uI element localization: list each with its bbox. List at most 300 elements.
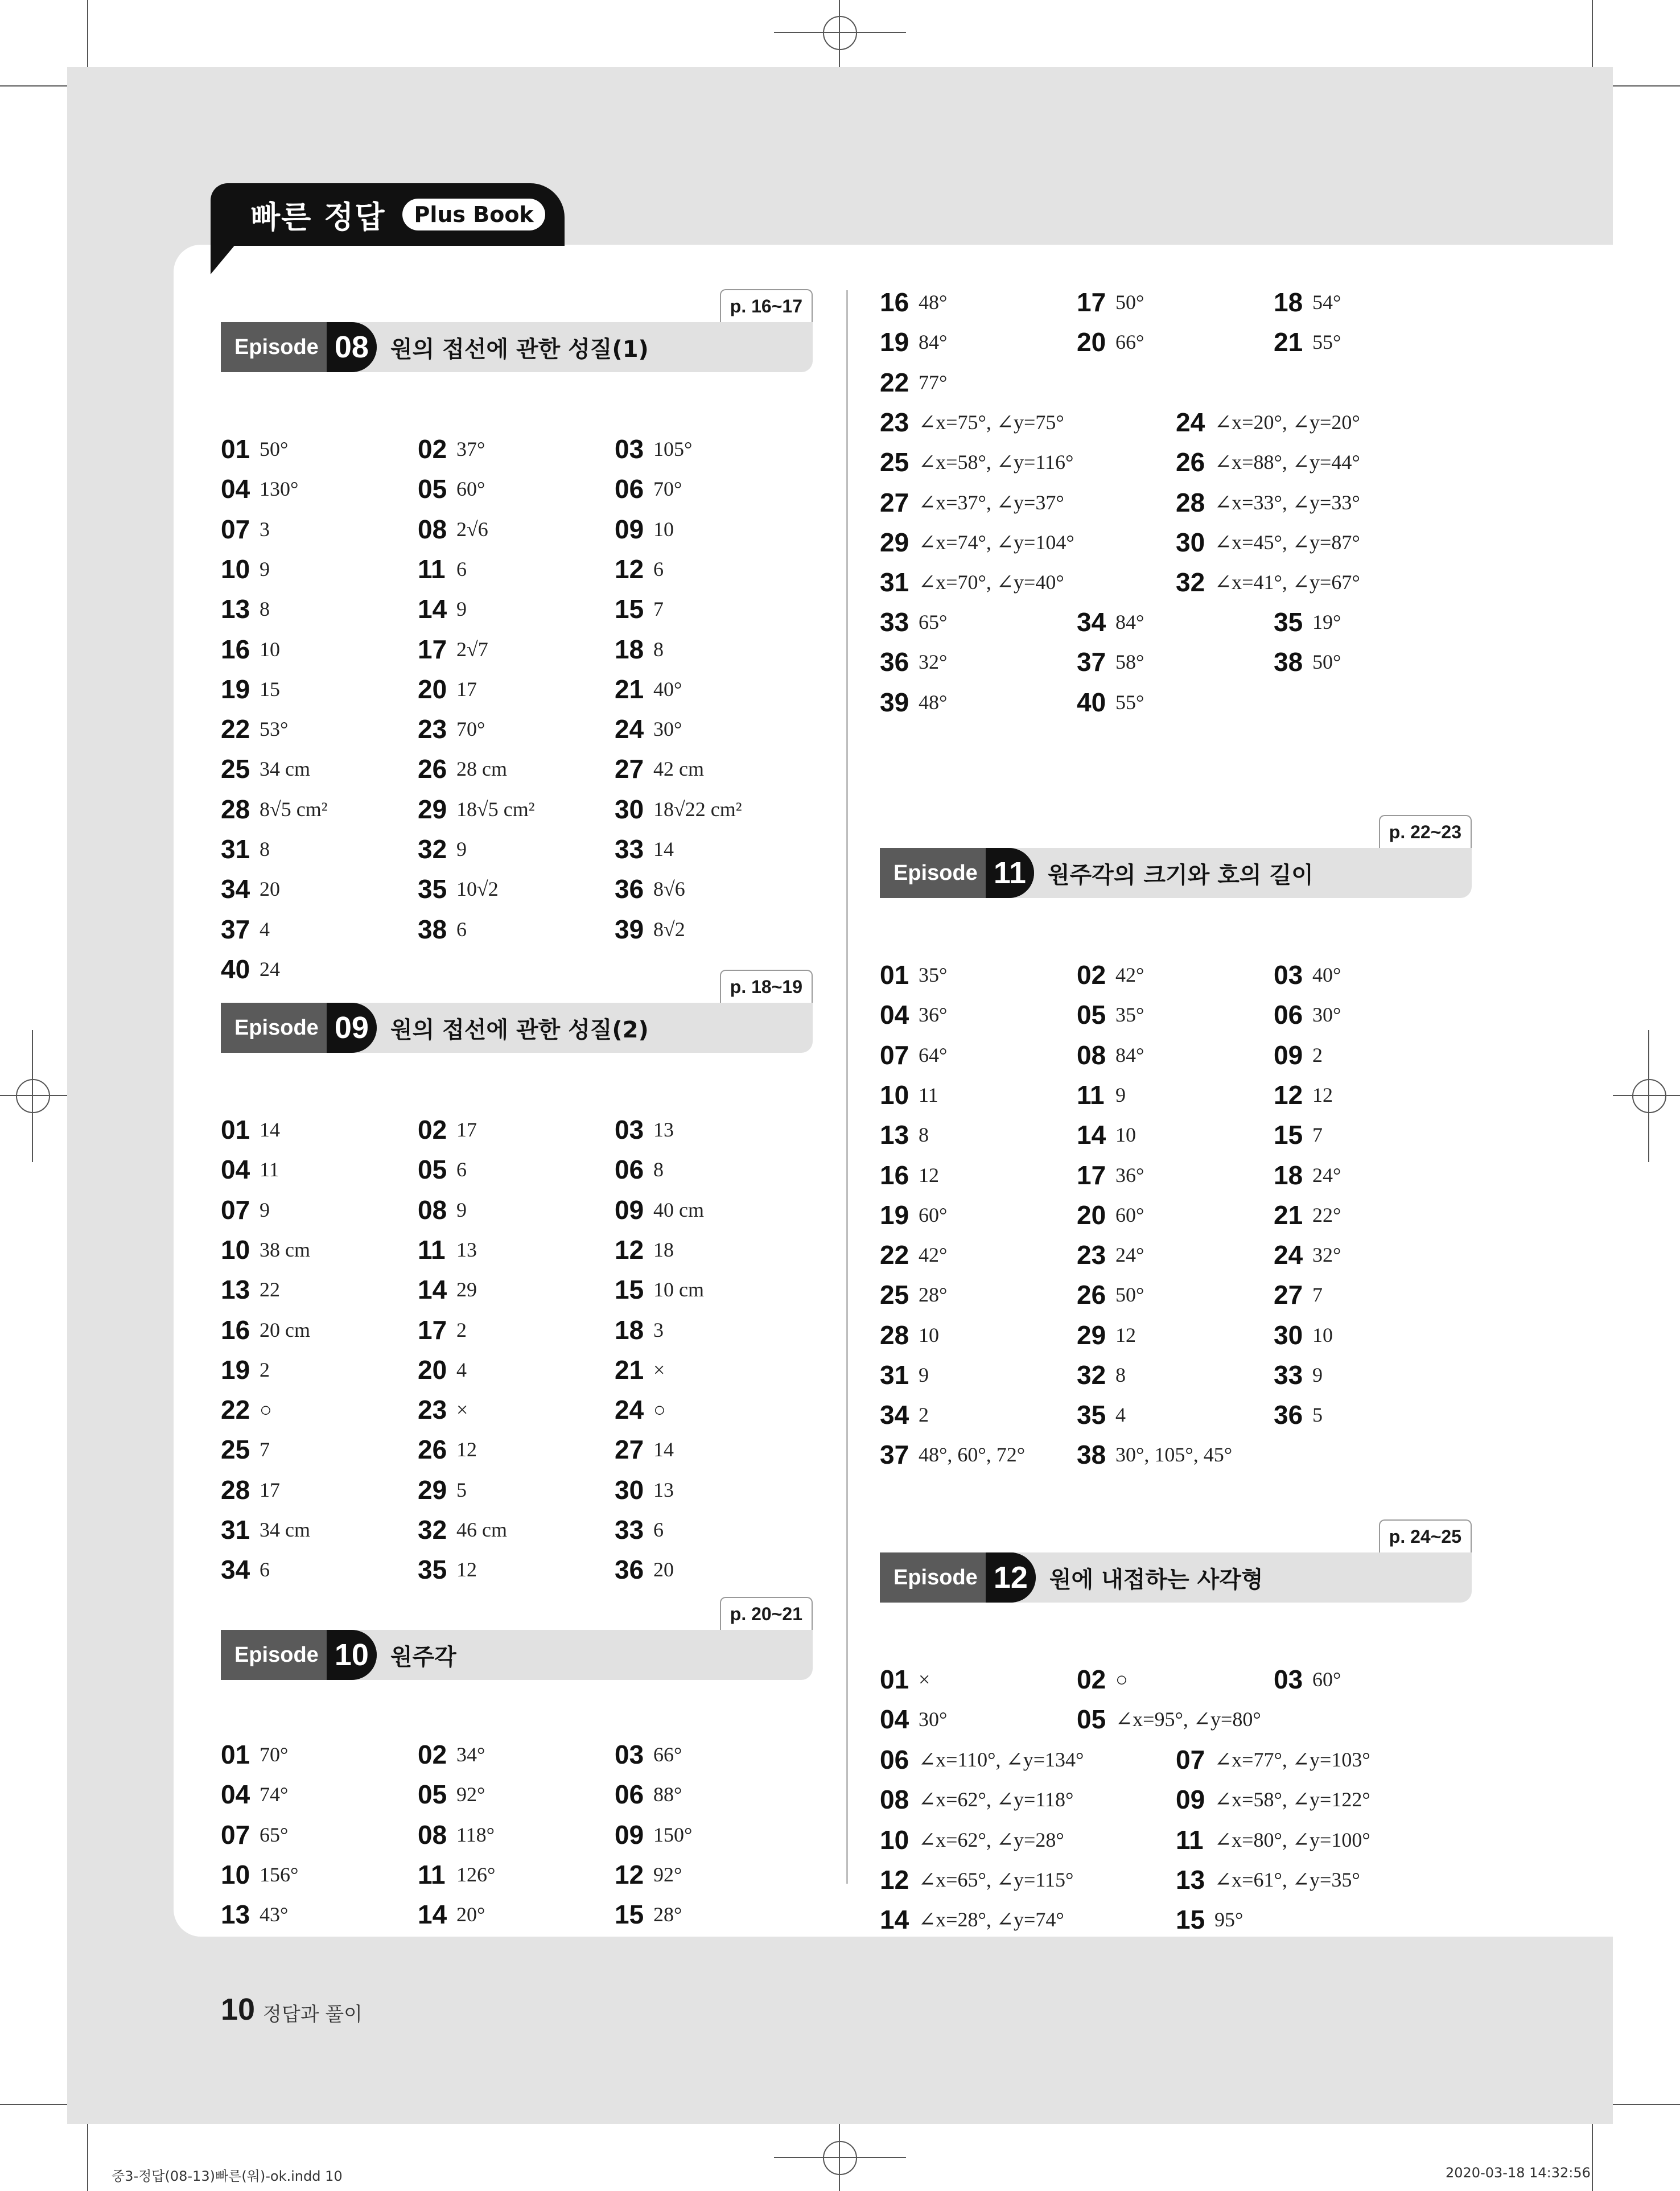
answer-value: 3 <box>653 1318 664 1341</box>
question-number: 16 <box>221 634 250 664</box>
answer-item <box>1077 322 1144 362</box>
episode-title: 원주각 <box>390 1644 456 1670</box>
answer-item <box>880 1035 947 1075</box>
question-number: 03 <box>1274 1665 1303 1694</box>
question-number: 11 <box>418 1859 446 1889</box>
question-number: 26 <box>1077 1280 1106 1310</box>
question-number: 06 <box>1274 1000 1303 1030</box>
question-number: 18 <box>615 1315 644 1345</box>
question-number: 28 <box>221 1475 250 1505</box>
crop-mark <box>1592 0 1593 67</box>
question-number: 24 <box>1274 1240 1303 1270</box>
answer-item <box>615 1350 665 1390</box>
answer-item <box>1176 402 1360 442</box>
answer-value: 10 cm <box>653 1278 704 1302</box>
answer-value: 4 <box>1115 1403 1126 1427</box>
episode-number: 08 <box>327 322 377 372</box>
answer-item <box>418 1550 477 1589</box>
episode-header <box>880 821 1472 898</box>
question-number: 34 <box>221 1555 250 1585</box>
answer-value: ○ <box>1115 1668 1128 1691</box>
answer-item <box>615 669 682 709</box>
answer-value: 40° <box>1312 963 1341 986</box>
answer-item <box>221 469 298 509</box>
registration-line <box>839 2124 840 2191</box>
page-title: 빠른 정답 <box>250 199 386 235</box>
episode-title: 원의 접선에 관한 성질(2) <box>390 1016 649 1043</box>
answer-item <box>615 1550 674 1589</box>
question-number: 18 <box>615 634 644 664</box>
answer-value: 6 <box>653 1518 664 1541</box>
answer-value: 20° <box>456 1903 485 1926</box>
answer-value: 18√22 cm² <box>653 797 742 821</box>
question-number: 06 <box>615 474 644 504</box>
question-number: 30 <box>615 1475 644 1505</box>
answer-item <box>418 629 488 669</box>
answer-value: 7 <box>260 1438 270 1461</box>
answer-item <box>1077 1115 1136 1155</box>
answer-item <box>221 1350 270 1390</box>
answer-item <box>418 1815 495 1855</box>
answer-value: 9 <box>260 1198 270 1221</box>
answer-item <box>615 909 685 949</box>
answer-value: 17 <box>456 1118 477 1141</box>
question-number: 25 <box>221 754 250 784</box>
answer-item <box>221 629 280 669</box>
question-number: 33 <box>615 834 644 864</box>
registration-line <box>1648 1030 1649 1162</box>
answer-item <box>615 1895 682 1934</box>
question-number: 31 <box>221 1515 250 1545</box>
answer-value: ∠x=70°, ∠y=40° <box>919 571 1064 594</box>
question-number: 19 <box>221 1354 250 1385</box>
answer-value: 84° <box>1115 611 1144 633</box>
answer-value: 10 <box>260 637 280 661</box>
crop-mark <box>0 2104 67 2105</box>
question-number: 07 <box>880 1040 909 1070</box>
question-number: 14 <box>418 1900 447 1930</box>
answer-value: 32° <box>919 650 948 674</box>
question-number: 27 <box>1274 1280 1303 1310</box>
answer-item <box>418 709 485 749</box>
answer-item <box>880 522 1074 562</box>
answer-value: 12 <box>919 1163 939 1187</box>
answer-value: ∠x=80°, ∠y=100° <box>1214 1828 1370 1851</box>
answer-value: 54° <box>1312 291 1341 314</box>
answer-item <box>1274 1155 1341 1195</box>
question-number: 24 <box>615 714 644 744</box>
episode-word: Episode <box>893 860 978 885</box>
registration-line <box>1613 1095 1680 1096</box>
answer-item <box>221 1855 298 1895</box>
answer-value: 24 <box>260 957 280 981</box>
question-number: 25 <box>880 1280 909 1310</box>
tab-tail <box>211 240 239 274</box>
answer-value: 9 <box>1115 1083 1126 1106</box>
answer-value: 43° <box>260 1903 289 1926</box>
answer-item <box>418 1735 485 1774</box>
answer-item <box>615 429 692 469</box>
answer-value: 58° <box>1115 650 1144 674</box>
answer-item <box>1176 1860 1360 1900</box>
episode-number: 12 <box>986 1552 1036 1603</box>
answer-value: 12 <box>1115 1323 1136 1346</box>
answer-value: 19° <box>1312 611 1341 633</box>
answer-item <box>880 1699 947 1739</box>
question-number: 27 <box>615 1435 644 1465</box>
question-number: 24 <box>1176 407 1205 437</box>
answer-item <box>221 1310 310 1350</box>
episode-number: 09 <box>327 1003 377 1053</box>
question-number: 31 <box>880 567 909 598</box>
answer-item <box>221 829 270 869</box>
question-number: 14 <box>880 1905 909 1935</box>
question-number: 29 <box>880 527 909 557</box>
answer-item <box>1077 1699 1261 1739</box>
answer-value: 42 cm <box>653 757 704 781</box>
answer-item <box>880 955 947 995</box>
answer-value: × <box>919 1668 930 1691</box>
answer-value: 6 <box>456 557 467 580</box>
question-number: 16 <box>880 287 909 317</box>
answer-item <box>880 995 947 1035</box>
episode-number: 11 <box>986 848 1034 898</box>
answer-value: ∠x=58°, ∠y=116° <box>919 451 1074 474</box>
answer-value: × <box>653 1358 665 1381</box>
question-number: 18 <box>1274 1160 1303 1190</box>
question-number: 08 <box>1077 1040 1106 1070</box>
answer-item <box>418 589 467 629</box>
question-number: 21 <box>615 1354 644 1385</box>
answer-item <box>615 1735 682 1774</box>
question-number: 38 <box>1274 647 1303 677</box>
answer-value: 74° <box>260 1783 289 1806</box>
question-number: 14 <box>418 594 447 624</box>
episode-number: 10 <box>327 1630 377 1680</box>
answer-item <box>1077 1075 1126 1115</box>
answer-value: 34 cm <box>260 757 310 781</box>
answer-item <box>1274 1075 1333 1115</box>
question-number: 15 <box>615 1275 644 1305</box>
question-number: 03 <box>615 434 644 464</box>
answer-value: 60° <box>919 1203 948 1226</box>
answer-item <box>615 1510 664 1550</box>
answer-value: 30°, 105°, 45° <box>1115 1443 1233 1466</box>
question-number: 29 <box>418 1475 447 1505</box>
answer-value: 17 <box>260 1478 280 1501</box>
answer-item <box>221 509 270 549</box>
question-number: 08 <box>418 1819 447 1850</box>
answer-value: 28° <box>653 1903 682 1926</box>
answer-item <box>615 1815 692 1855</box>
question-number: 13 <box>880 1120 909 1150</box>
question-number: 05 <box>418 474 447 504</box>
answer-value: 48°, 60°, 72° <box>919 1443 1026 1466</box>
answer-item <box>615 509 674 549</box>
question-number: 17 <box>418 1315 447 1345</box>
answer-item <box>418 1190 467 1230</box>
answer-item <box>221 549 270 589</box>
answer-item <box>418 469 485 509</box>
answer-value: 13 <box>653 1118 674 1141</box>
question-number: 01 <box>880 960 909 990</box>
answer-item <box>418 429 485 469</box>
answer-value: 55° <box>1312 331 1341 354</box>
answer-value: 7 <box>653 598 664 621</box>
question-number: 09 <box>1274 1040 1303 1070</box>
answer-item <box>880 1235 947 1275</box>
answer-item <box>880 1395 929 1435</box>
question-number: 37 <box>221 914 250 944</box>
answer-item <box>221 1774 288 1814</box>
answer-item <box>1176 442 1360 482</box>
answer-item <box>418 1110 477 1150</box>
question-number: 14 <box>1077 1120 1106 1150</box>
answer-value: 6 <box>456 1158 467 1181</box>
answer-item <box>221 589 270 629</box>
answer-item <box>1274 1355 1323 1395</box>
answer-value: 105° <box>653 438 693 460</box>
question-number: 03 <box>615 1740 644 1769</box>
question-number: 24 <box>615 1395 644 1425</box>
answer-value: 34 cm <box>260 1518 310 1541</box>
answer-value: ∠x=33°, ∠y=33° <box>1214 491 1360 514</box>
answer-item <box>1077 1395 1126 1435</box>
answer-item <box>418 789 535 829</box>
answer-value: 15 <box>260 677 280 701</box>
answer-item <box>1176 1820 1370 1860</box>
page-reference: p. 20~21 <box>720 1597 813 1630</box>
answer-value: 12 <box>1312 1083 1333 1106</box>
answer-value: 65° <box>919 611 948 633</box>
answer-value: 35° <box>1115 1003 1144 1027</box>
answer-value: 46 cm <box>456 1518 507 1541</box>
question-number: 01 <box>880 1665 909 1694</box>
question-number: 12 <box>615 1859 644 1889</box>
question-number: 06 <box>615 1780 644 1810</box>
question-number: 07 <box>1176 1745 1205 1774</box>
answer-value: 55° <box>1115 690 1144 714</box>
answer-value: ∠x=61°, ∠y=35° <box>1214 1868 1360 1891</box>
answer-item <box>1274 1115 1323 1155</box>
answer-value: 50° <box>1115 291 1144 314</box>
answer-item <box>1274 1275 1323 1315</box>
answer-value: ∠x=88°, ∠y=44° <box>1214 451 1360 474</box>
episode-08-section <box>221 295 813 984</box>
answer-item <box>880 1740 1084 1780</box>
question-number: 26 <box>418 754 447 784</box>
answer-item <box>615 469 682 509</box>
question-number: 19 <box>880 1200 909 1230</box>
answer-item <box>418 1774 485 1814</box>
answer-item <box>615 1774 682 1814</box>
answer-item <box>221 669 280 709</box>
answer-item <box>615 1110 674 1150</box>
answer-value: 50° <box>1312 650 1341 674</box>
question-number: 23 <box>1077 1240 1106 1270</box>
answer-item <box>221 1270 280 1309</box>
question-number: 02 <box>1077 960 1106 990</box>
answer-value: 38 cm <box>260 1238 310 1261</box>
answer-item <box>418 829 467 869</box>
answer-value: 65° <box>260 1823 289 1846</box>
question-number: 32 <box>418 834 447 864</box>
answer-value: 84° <box>919 331 948 354</box>
answer-item <box>1077 1355 1126 1395</box>
question-number: 39 <box>880 687 909 717</box>
question-number: 33 <box>1274 1360 1303 1390</box>
answer-item <box>1077 1659 1128 1699</box>
answer-value: 17 <box>456 677 477 701</box>
question-number: 02 <box>1077 1665 1106 1694</box>
answer-value: 9 <box>456 838 467 860</box>
question-number: 34 <box>221 874 250 904</box>
page-reference: p. 24~25 <box>1379 1519 1472 1552</box>
answer-value: 95° <box>1214 1908 1243 1931</box>
answer-value: 24° <box>1312 1163 1341 1187</box>
answer-value: 10 <box>919 1323 939 1346</box>
answer-item <box>1274 602 1341 642</box>
answer-item <box>880 1820 1064 1860</box>
answer-item <box>615 749 704 789</box>
answer-item <box>1176 562 1360 602</box>
column-divider <box>846 290 848 1884</box>
question-number: 12 <box>615 1234 644 1265</box>
answer-value: 24° <box>1115 1243 1144 1267</box>
answer-value: 10 <box>653 517 674 541</box>
question-number: 37 <box>1077 647 1106 677</box>
answer-value: 60° <box>1115 1203 1144 1226</box>
answer-item <box>1077 995 1144 1035</box>
question-number: 17 <box>1077 1160 1106 1190</box>
answer-item <box>1077 282 1144 322</box>
answer-item <box>418 869 499 909</box>
answer-value: ∠x=37°, ∠y=37° <box>919 491 1064 514</box>
answer-value: 11 <box>260 1158 279 1181</box>
episode-word: Episode <box>234 1015 319 1040</box>
answer-value: 70° <box>260 1743 289 1766</box>
answer-value: 8√2 <box>653 917 685 941</box>
question-number: 04 <box>880 1704 909 1734</box>
question-number: 01 <box>221 1115 250 1144</box>
question-number: 05 <box>1077 1704 1106 1734</box>
answer-value: ∠x=75°, ∠y=75° <box>919 411 1064 434</box>
question-number: 10 <box>880 1080 909 1110</box>
episode-header <box>221 976 813 1053</box>
episode-header <box>221 1603 813 1680</box>
answer-value: 77° <box>919 370 948 394</box>
question-number: 12 <box>880 1864 909 1895</box>
question-number: 13 <box>1176 1864 1205 1895</box>
answer-value: 36° <box>919 1003 948 1027</box>
answer-item <box>615 1470 674 1510</box>
question-number: 32 <box>1176 567 1205 598</box>
answer-item <box>1274 282 1341 322</box>
question-number: 02 <box>418 434 447 464</box>
answer-item <box>615 549 664 589</box>
crop-mark <box>1592 2124 1593 2191</box>
crop-mark <box>1613 85 1680 87</box>
answer-value: 70° <box>653 477 682 501</box>
answer-value: 9 <box>456 1198 467 1221</box>
answer-item <box>221 909 270 949</box>
answer-value: ○ <box>260 1398 272 1422</box>
answer-item <box>418 1390 468 1430</box>
answer-item <box>880 1355 929 1395</box>
answer-value: 28 cm <box>456 757 507 781</box>
answer-value: ∠x=62°, ∠y=118° <box>919 1788 1074 1811</box>
question-number: 22 <box>880 1240 909 1270</box>
answer-value: 53° <box>260 718 289 741</box>
question-number: 14 <box>418 1275 447 1305</box>
answer-item <box>418 1855 495 1895</box>
answer-value: 20 cm <box>260 1318 310 1341</box>
answer-item <box>880 282 947 322</box>
question-number: 30 <box>615 794 644 824</box>
answer-item <box>880 1155 939 1195</box>
answer-value: 30° <box>1312 1003 1341 1027</box>
answer-value: 32° <box>1312 1243 1341 1267</box>
question-number: 38 <box>1077 1440 1106 1469</box>
question-number: 04 <box>221 1780 250 1810</box>
answer-item <box>418 1230 477 1270</box>
answer-item <box>615 1150 664 1189</box>
question-number: 25 <box>880 447 909 477</box>
answer-value: 20 <box>653 1558 674 1582</box>
answer-item <box>221 1510 310 1550</box>
question-number: 09 <box>615 1819 644 1850</box>
question-number: 19 <box>221 674 250 704</box>
question-number: 22 <box>221 1395 250 1425</box>
answer-value: 60° <box>1312 1668 1341 1691</box>
page-reference: p. 22~23 <box>1379 815 1472 848</box>
question-number: 23 <box>880 407 909 437</box>
registration-line <box>774 2157 906 2158</box>
question-number: 12 <box>1274 1080 1303 1110</box>
question-number: 11 <box>1176 1825 1204 1855</box>
question-number: 08 <box>418 1195 447 1225</box>
question-number: 12 <box>615 554 644 584</box>
answer-item <box>615 1190 704 1230</box>
answer-item <box>1077 1195 1144 1235</box>
answer-value: 8 <box>1115 1364 1126 1386</box>
answer-value: 40° <box>653 677 682 701</box>
registration-mark-right <box>1632 1079 1666 1113</box>
answer-value: ∠x=62°, ∠y=28° <box>919 1828 1064 1851</box>
answer-item <box>418 669 477 709</box>
answer-value: 42° <box>919 1243 948 1267</box>
answer-item <box>880 682 947 722</box>
episode-badge <box>221 322 377 372</box>
answer-value: 14 <box>260 1118 280 1141</box>
answer-value: 8 <box>653 1158 664 1181</box>
answer-value: 34° <box>456 1743 485 1766</box>
answer-item <box>880 363 947 402</box>
answer-item <box>418 549 467 589</box>
answer-value: 8 <box>260 598 270 621</box>
answer-value: ∠x=41°, ∠y=67° <box>1214 571 1360 594</box>
question-number: 39 <box>615 914 644 944</box>
answer-value: ∠x=77°, ∠y=103° <box>1214 1748 1370 1771</box>
question-number: 08 <box>418 514 447 544</box>
answer-value: 12 <box>456 1558 477 1582</box>
question-number: 21 <box>615 674 644 704</box>
answer-item <box>880 1195 947 1235</box>
answer-value: 9 <box>1312 1364 1323 1386</box>
answer-item <box>221 1110 280 1150</box>
crop-mark <box>1613 2104 1680 2105</box>
answer-item <box>1077 1155 1144 1195</box>
